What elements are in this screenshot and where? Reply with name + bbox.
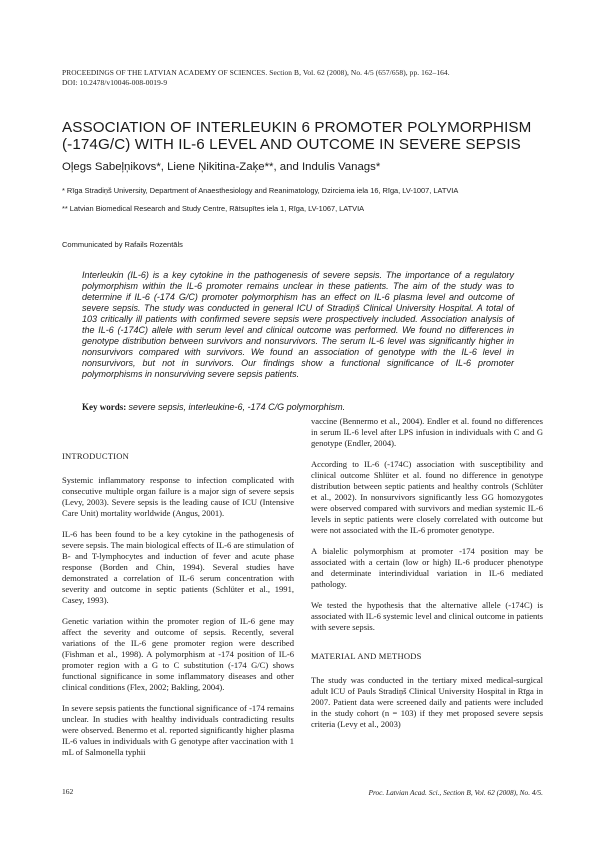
paragraph: Genetic variation within the promoter region of IL-6 gene may affect the severity and outcome of sepsis. Recently, several variations of the IL-6 gene promoter region were described (Fishman et al., 1998). A polymorphism at -174 position of IL-6 promoter region with a G to C substitution (-174 G/C) shows functional significance in some inflammatory diseases and other clinical conditions (Flex, 2002; Bakling, 2004). [62, 616, 294, 693]
article-title-line-2: (-174G/C) WITH IL-6 LEVEL AND OUTCOME IN SEVERE SEPSIS [62, 136, 521, 153]
paragraph: In severe sepsis patients the functional significance of -174 remains unclear. In studies with healthy individuals contradicting results were observed. Benermo et al. reported significantly higher plasma IL-6 values in individuals with G genotype after vaccination with 1 mL of Salmonella typhii [62, 703, 294, 758]
right-column [311, 416, 543, 740]
journal-header [62, 68, 532, 88]
doi-line: DOI: 10.2478/v10046-008-0019-9 [62, 78, 168, 87]
page-number: 162 [62, 787, 74, 796]
paragraph: According to IL-6 (-174C) association with susceptibility and clinical outcome Shlüter et al. found no difference in genotype distribution between septic patients and healthy controls (Schlüter et al., 2002). In nonsurvivors significantly less GG homozygotes were observed compared with survivors and median systemic IL-6 levels in septic patients were closely correlated with outcome but were not associated with the IL-6 promoter genotype. [311, 458, 543, 536]
affiliation-2: ** Latvian Biomedical Research and Study Centre, Rātsupītes iela 1, Rīga, LV-1067, LATVIA [62, 204, 365, 213]
section-heading-introduction: INTRODUCTION [62, 451, 129, 461]
section-heading-methods: MATERIAL AND METHODS [311, 651, 422, 662]
abstract: Interleukin (IL-6) is a key cytokine in the pathogenesis of severe sepsis. The importance of a regulatory polymorphism within the IL-6 promoter remains unclear in these patients. The aim of the study was to determine if IL-6 (-174 G/C) promoter polymorphism has an effect on IL-6 plasma level and outcome of severe sepsis. The study was conducted in general ICU of Stradiņš Clinical University Hospital. A total of 103 critically ill patients with confirmed severe sepsis were prospectively included. Association analysis of the IL-6 (-174C) allele with serum level and clinical outcome was performed. We found no differences in genotype distribution between survivors and nonsurvivors. The serum IL-6 level was significantly higher in nonsurvivors compared with survivors. We found an association of genotype with the IL-6 level in nonsurvivors, but not in survivors. Our findings show a functional significance of IL-6 promoter polymorphisms in nonsurviving severe sepsis patients. [82, 270, 514, 380]
communicated-by: Communicated by Rafails Rozentāls [62, 240, 183, 249]
paragraph: We tested the hypothesis that the alternative allele (-174C) is associated with IL-6 systemic level and clinical outcome in patients with severe sepsis. [311, 600, 543, 633]
keywords [82, 402, 514, 413]
journal-citation-line: PROCEEDINGS OF THE LATVIAN ACADEMY OF SCIENCES. Section B, Vol. 62 (2008), No. 4/5 (657/658), pp. 162–164. [62, 68, 450, 77]
paragraph: Systemic inflammatory response to infection complicated with consecutive multiple organ failure is a major sign of severe sepsis (Levy, 2003). Severe sepsis is the leading cause of ICU (Intensive Care Unit) mortality worldwide (Angus, 2001). [62, 475, 294, 519]
footer-citation: Proc. Latvian Acad. Sci., Section B, Vol. 62 (2008), No. 4/5. [368, 788, 543, 797]
keywords-text: severe sepsis, interleukine-6, -174 C/G polymorphism. [128, 402, 346, 412]
left-column [62, 451, 294, 768]
affiliation-1: * Rīga Stradiņš University, Department of Anaesthesiology and Reanimatology, Dzirciema iela 16, Rīga, LV-1007, LATVIA [62, 186, 459, 195]
paragraph: A bialelic polymorphism at promoter -174 position may be associated with a certain (low or high) IL-6 producer phenotype and determinate interindividual variation in IL-6 mediated pathology. [311, 546, 543, 590]
article-title [62, 119, 542, 153]
author-list: Oļegs Sabeļņikovs*, Liene Ņikitina-Zaķe**, and Indulis Vanags* [62, 161, 381, 173]
keywords-label: Key words: [82, 402, 127, 412]
article-title-line-1: ASSOCIATION OF INTERLEUKIN 6 PROMOTER POLYMORPHISM [62, 119, 532, 136]
paragraph: vaccine (Bennermo et al., 2004). Endler et al. found no differences in serum IL-6 level after LPS infusion in individuals with C and G genotype (Endler, 2004). [311, 416, 543, 449]
paragraph: IL-6 has been found to be a key cytokine in the pathogenesis of severe sepsis. The main biological effects of IL-6 are stimulation of B- and T-lymphocytes and induction of fever and acute phase response (Borden and Chin, 1994). Several studies have demonstrated a correlation of IL-6 serum concentration with severity and outcome in septic patients (Schlüter et al., 1991, Casey, 1993). [62, 529, 294, 606]
paragraph: The study was conducted in the tertiary mixed medical-surgical adult ICU of Pauls Stradiņš Clinical University Hospital in Rīga in 2007. Patient data were screened daily and patients were included in the study cohort (n = 103) if they met proposed severe sepsis criteria (Levy et al., 2003) [311, 675, 543, 730]
